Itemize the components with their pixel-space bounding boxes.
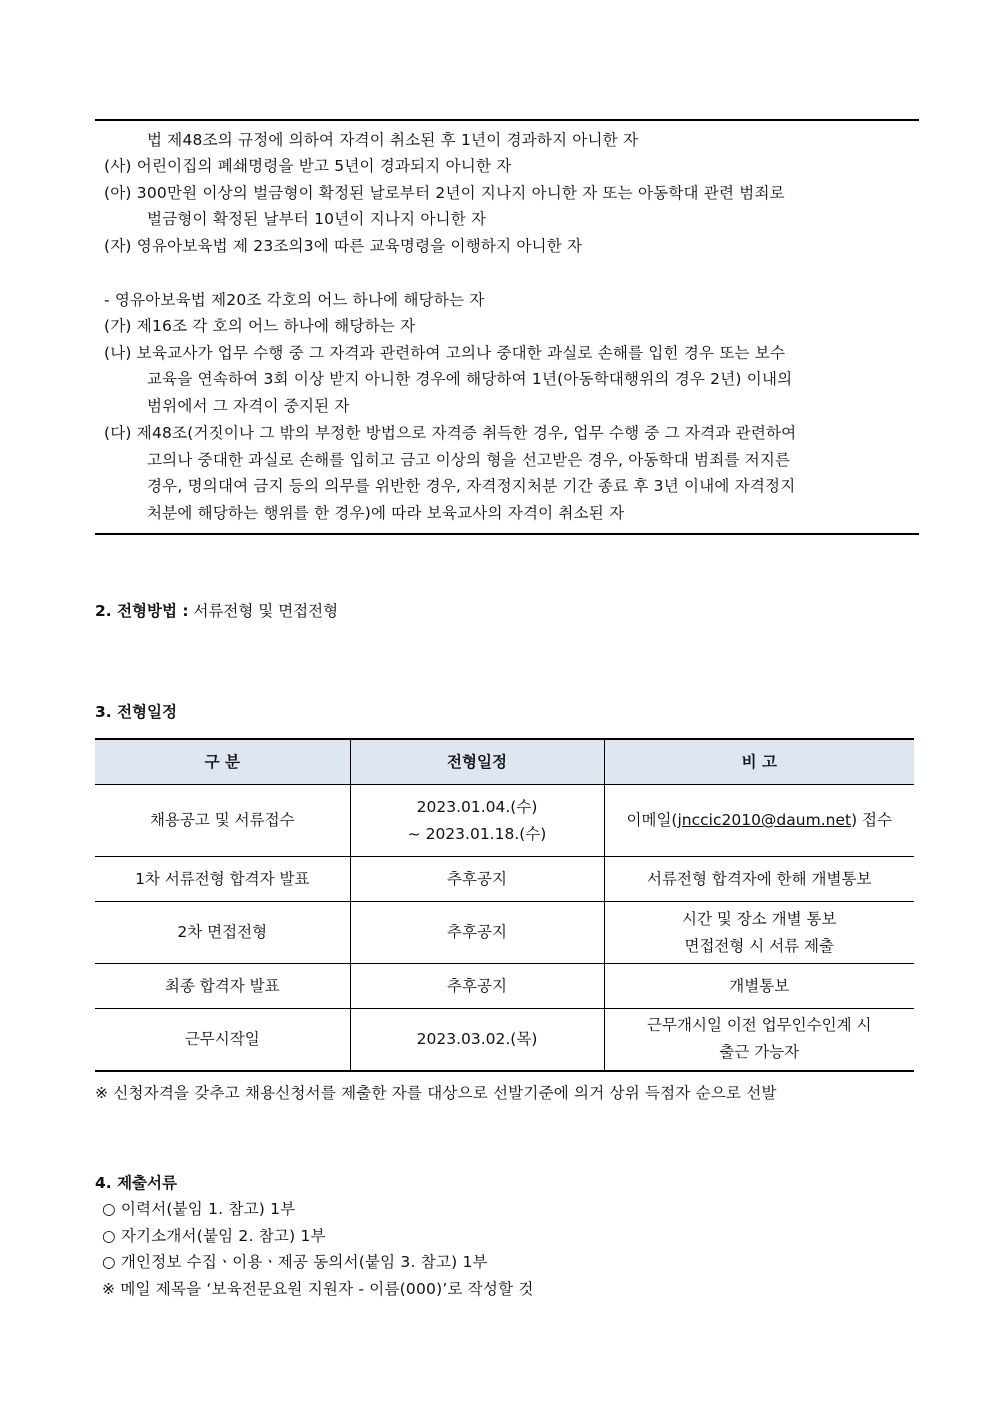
table-header-row [95,739,914,785]
table-row [95,1009,914,1071]
qual-line: (나) 보육교사가 업무 수행 중 그 자격과 관련하여 고의나 중대한 과실로 손해를 입힌 경우 또는 보수 [104,344,786,362]
row-schedule: 추후공지 [350,857,604,902]
qual-line: (가) 제16조 각 호의 어느 하나에 해당하는 자 [104,317,416,335]
qual-line: 고의나 중대한 과실로 손해를 입히고 금고 이상의 형을 선고받은 경우, 아동학대 범죄를 저지른 [147,451,791,469]
section-2-title: 2. 전형방법 : [95,602,189,620]
note-line: 근무개시일 이전 업무인수인계 시 [647,1016,872,1035]
note-line: 면접전형 시 서류 제출 [684,936,835,955]
header-schedule: 전형일정 [350,739,604,785]
document-item: ○ 이력서(붙임 1. 참고) 1부 [102,1200,296,1218]
qual-line: 교육을 연속하여 3회 이상 받지 아니한 경우에 해당하여 1년(아동학대행위의 경우 2년) 이내의 [147,370,793,388]
row-schedule: 2023.03.02.(목) [350,1009,604,1071]
note-line: 시간 및 장소 개별 통보 [682,909,837,928]
note-line: 출근 가능자 [719,1043,800,1062]
qual-line: (사) 어린이집의 폐쇄명령을 받고 5년이 경과되지 아니한 자 [104,157,512,175]
schedule-footnote: ※ 신청자격을 갖추고 채용신청서를 제출한 자를 대상으로 선발기준에 의거 상위 득점자 순으로 선발 [95,1084,777,1102]
table-row [95,964,914,1009]
section-4-title: 4. 제출서류 [95,1174,177,1192]
row-category: 채용공고 및 서류접수 [95,785,350,857]
row-category: 근무시작일 [95,1009,350,1071]
mail-subject-note: ※ 메일 제목을 ‘보육전문요원 지원자 - 이름(000)’로 작성할 것 [102,1280,534,1298]
row-schedule: 추후공지 [350,964,604,1009]
row-category: 최종 합격자 발표 [95,964,350,1009]
row-note [604,902,914,964]
qual-line: 처분에 해당하는 행위를 한 경우)에 따라 보육교사의 자격이 취소된 자 [147,504,625,522]
email-link[interactable]: jnccic2010@daum.net [677,811,852,829]
schedule-end: ~ 2023.01.18.(수) [407,824,547,843]
table-row [95,785,914,857]
qual-line: 법 제48조의 규정에 의하여 자격이 취소된 후 1년이 경과하지 아니한 자 [147,131,639,149]
note-prefix: 이메일( [626,811,678,829]
qual-line: (아) 300만원 이상의 벌금형이 확정된 날로부터 2년이 지나지 아니한 자 또는 아동학대 관련 범죄로 [104,184,785,202]
row-note: 개별통보 [604,964,914,1009]
schedule-table [95,738,914,1072]
row-note [604,785,914,857]
row-category: 2차 면접전형 [95,902,350,964]
document-item: ○ 자기소개서(붙임 2. 참고) 1부 [102,1227,326,1245]
table-row [95,902,914,964]
section-2-content: 서류전형 및 면접전형 [188,602,339,620]
qual-line: (다) 제48조(거짓이나 그 밖의 부정한 방법으로 자격증 취득한 경우, 업무 수행 중 그 자격과 관련하여 [104,424,797,442]
note-suffix: ) 접수 [851,811,892,829]
header-category: 구 분 [95,739,350,785]
qual-line: - 영유아보육법 제20조 각호의 어느 하나에 해당하는 자 [104,291,485,309]
qual-line: 경우, 명의대여 금지 등의 의무를 위반한 경우, 자격정지처분 기간 종료 후 3년 이내에 자격정지 [147,477,796,495]
document-item: ○ 개인정보 수집ㆍ이용ㆍ제공 동의서(붙임 3. 참고) 1부 [102,1253,488,1271]
qual-line: 범위에서 그 자격이 중지된 자 [147,397,350,415]
section-3-title: 3. 전형일정 [95,703,177,721]
row-schedule [350,785,604,857]
row-note [604,1009,914,1071]
schedule-start: 2023.01.04.(수) [416,797,538,816]
row-category: 1차 서류전형 합격자 발표 [95,857,350,902]
row-note: 서류전형 합격자에 한해 개별통보 [604,857,914,902]
section-2-heading [95,600,338,622]
qual-line: (자) 영유아보육법 제 23조의3에 따른 교육명령을 이행하지 아니한 자 [104,237,583,255]
row-schedule: 추후공지 [350,902,604,964]
header-note: 비 고 [604,739,914,785]
table-row [95,857,914,902]
qual-line: 벌금형이 확정된 날부터 10년이 지나지 아니한 자 [147,210,487,228]
